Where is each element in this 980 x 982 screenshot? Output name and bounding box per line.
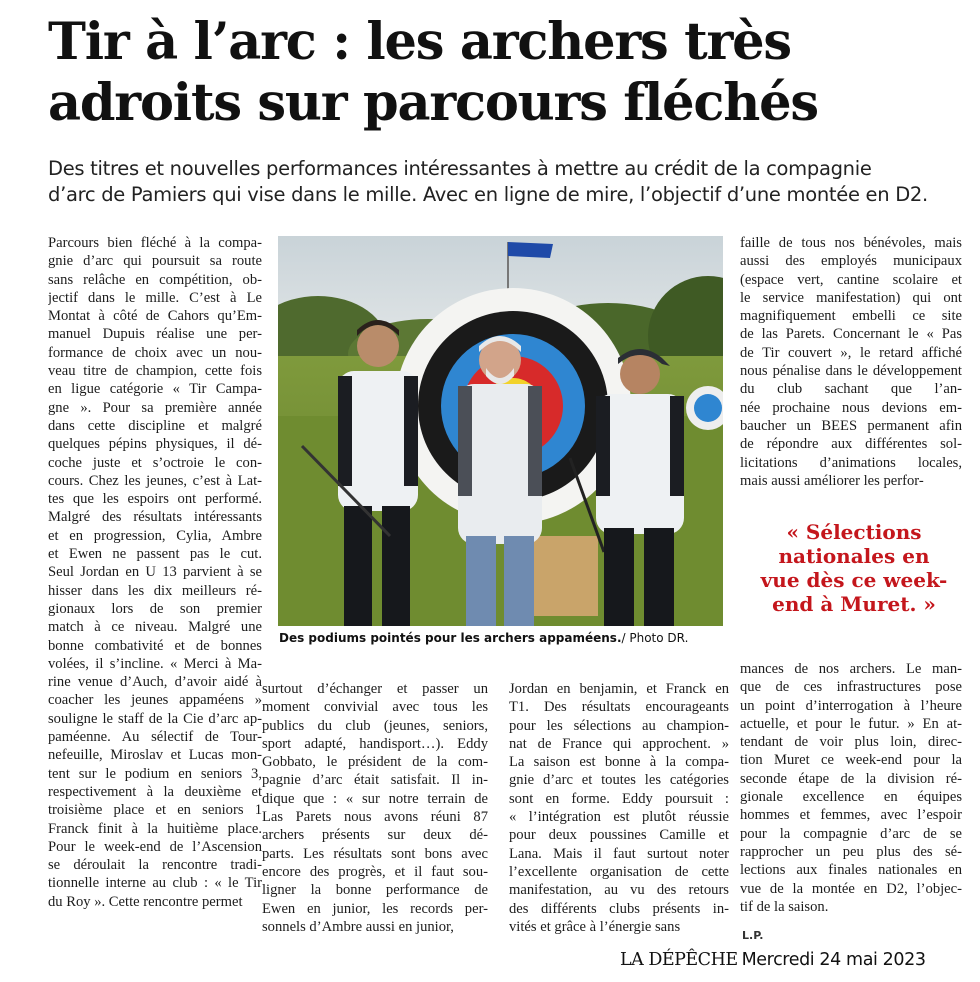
text-line: archers présents sur deux dé-: [262, 827, 488, 844]
text-line: Montat à côté de Cahors qu’Em-: [48, 308, 262, 325]
text-line: actuelle, et pour le futur. » En at-: [740, 715, 962, 732]
text-line: gnie d’arc et toutes les catégories: [509, 772, 729, 789]
headline: [48, 12, 968, 134]
text-line: de répondre aux différentes sol-: [740, 436, 962, 453]
text-line: hommes et femmes, avec l’espoir: [740, 807, 962, 824]
text-line: faille de tous nos bénévoles, mais: [740, 235, 962, 251]
text-line: volées, il s’incline. « Merci à Ma-: [48, 655, 262, 672]
text-line: vités et grâce à l’énergie sans: [509, 918, 681, 935]
text-line: Parcours bien fléché à la compa-: [48, 235, 262, 251]
text-line: jectif dans le mille. C’est à Le: [48, 289, 262, 306]
text-line: mances de nos archers. Le man-: [740, 661, 962, 677]
text-line: gnie d’arc qui poursuit sa route: [48, 253, 262, 270]
text-line: (espace vert, cantine scolaire et: [740, 271, 962, 288]
text-line: aussi des employés municipaux: [740, 253, 962, 270]
text-line: l’excellente organisation de cette: [509, 863, 729, 880]
article-column-4-bottom: [740, 660, 962, 916]
text-line: La saison est bonne à la compa-: [509, 754, 729, 771]
text-line: et Ewen ne passent pas le cut.: [48, 546, 262, 563]
text-line: tif de la saison.: [740, 898, 829, 915]
text-line: Franck finit à la huitième place.: [48, 820, 262, 837]
text-line: manifestation, au vu des retours: [509, 882, 729, 899]
article-photo: [278, 236, 723, 626]
text-line: manuel Dupuis réalise une per-: [48, 326, 262, 343]
newspaper-name: LA DÉPÊCHE: [620, 950, 738, 970]
text-line: née prochaine nous devions em-: [740, 399, 962, 416]
text-line: nous pénalise dans le développement: [740, 363, 962, 380]
pull-quote-line: end à Muret. »: [772, 592, 936, 616]
text-line: dans cette discipline et malgré: [48, 417, 262, 434]
text-line: tent sur le podium en seniors 3,: [48, 765, 262, 782]
text-line: vue de la montée en D2, l’objec-: [740, 880, 962, 897]
text-line: seconde étape de la division ré-: [740, 770, 962, 787]
text-line: sport adapté, handisport…). Eddy: [262, 735, 488, 752]
text-line: pour les sélections au champion-: [509, 717, 729, 734]
article-column-4-top: [740, 234, 962, 490]
text-line: moment convivial avec tous les: [262, 699, 488, 716]
standfirst-line: d’arc de Pamiers qui vise dans le mille. Avec en ligne de mire, l’objectif d’une montée en D2.: [48, 183, 928, 206]
article-column-3: [509, 680, 729, 936]
text-line: respectivement à la deuxième et: [48, 783, 262, 800]
text-line: parts. Les résultats sont bons avec: [262, 845, 488, 862]
text-line: « l’intégration est plutôt réussie: [509, 809, 729, 826]
text-line: Ewen en junior, les records per-: [262, 900, 488, 917]
text-line: rine venue d’Auch, d’avoir aidé à: [48, 674, 262, 691]
headline-line: Tir à l’arc : les archers très: [48, 12, 791, 72]
text-line: dique que : « sur notre terrain de: [262, 790, 488, 807]
text-line: nefeuille, Miroslav et Lucas mon-: [48, 747, 262, 764]
byline: L.P.: [742, 929, 764, 942]
headline-line: adroits sur parcours fléchés: [48, 73, 818, 133]
text-line: Malgré des résultats intéressants: [48, 509, 262, 526]
text-line: paméenne. Au sélectif de Tour-: [48, 729, 262, 746]
text-line: surtout d’échanger et passer un: [262, 681, 488, 697]
text-line: des différents clubs présents in-: [509, 900, 729, 917]
text-line: licitations d’animations locales,: [740, 454, 962, 471]
archers-photo-illustration: [278, 236, 723, 626]
publication-date: Mercredi 24 mai 2023: [741, 950, 926, 970]
text-line: pour deux poussines Camille et: [509, 827, 729, 844]
text-line: formance de choix avec un nou-: [48, 344, 262, 361]
article-column-1: [48, 234, 262, 911]
pull-quote-line: vue dès ce week-: [760, 568, 948, 592]
text-line: ligner la bonne performance de: [262, 882, 488, 899]
text-line: Seul Jordan en U 13 parvient à se: [48, 564, 262, 581]
text-line: de las Parets. Concernant le « Pas: [740, 326, 962, 343]
text-line: veau titre de champion, cette fois: [48, 363, 262, 380]
text-line: souligne le staff de la Cie d’arc ap-: [48, 710, 262, 727]
text-line: du Roy ». Cette rencontre permet: [48, 893, 243, 910]
newspaper-footer: [620, 950, 926, 970]
text-line: Jordan en benjamin, et Franck en: [509, 681, 729, 697]
text-line: en ligue catégorie « Tir Campa-: [48, 381, 262, 398]
text-line: sans relâche en compétition, ob-: [48, 271, 262, 288]
text-line: publics du club (jeunes, seniors,: [262, 717, 488, 734]
pull-quote: [744, 520, 964, 616]
text-line: du club sachant que l’an-: [740, 381, 962, 398]
standfirst-line: Des titres et nouvelles performances intéressantes à mettre au crédit de la compagnie: [48, 157, 872, 180]
text-line: tendant de voir plus loin, direc-: [740, 734, 962, 751]
text-line: encore des progrès, et il faut sou-: [262, 863, 488, 880]
text-line: de Tir couvert », le retard affiché: [740, 344, 962, 361]
caption-text: Des podiums pointés pour les archers appaméens.: [279, 631, 622, 645]
text-line: magnifiquement embelli ce site: [740, 308, 962, 325]
text-line: pagnie d’arc était satisfait. Il in-: [262, 772, 488, 789]
article-column-2: [262, 680, 488, 936]
text-line: quelques pépins physiques, il dé-: [48, 436, 262, 453]
text-line: nat de France qui approchent. »: [509, 735, 729, 752]
pull-quote-line: « Sélections: [786, 520, 922, 544]
text-line: T1. Des résultats encourageants: [509, 699, 729, 716]
text-line: Las Parets nous avons réuni 87: [262, 809, 488, 826]
text-line: gionale excellence en équipes: [740, 789, 962, 806]
text-line: se déroulait la rencontre tradi-: [48, 857, 262, 874]
text-line: Lana. Mais il faut surtout noter: [509, 845, 729, 862]
text-line: Pour le week-end de l’Ascension: [48, 838, 262, 855]
text-line: sonnels d’Ambre aussi en junior,: [262, 918, 454, 935]
photo-caption: [279, 630, 724, 646]
text-line: rapprocher un peu plus des sé-: [740, 843, 962, 860]
text-line: coche juste et s’octroie le con-: [48, 454, 262, 471]
pull-quote-line: nationales en: [778, 544, 930, 568]
text-line: hisser dans les dix meilleurs ré-: [48, 582, 262, 599]
text-line: troisième place et en seniors 1: [48, 802, 262, 819]
text-line: mais aussi améliorer les perfor-: [740, 472, 924, 489]
text-line: et en progression, Cylia, Ambre: [48, 527, 262, 544]
photo-credit: / Photo DR.: [621, 631, 689, 645]
text-line: tes que les espoirs ont performé.: [48, 491, 262, 508]
text-line: tionnelle interne au club : « le Tir: [48, 875, 262, 892]
text-line: gne ». Pour sa première année: [48, 399, 262, 416]
text-line: tion Muret ce week-end pour la: [740, 752, 962, 769]
standfirst: [48, 156, 968, 208]
text-line: cours. Chez les jeunes, c’est à Lat-: [48, 472, 262, 489]
text-line: baucher un BEES permanent afin: [740, 417, 962, 434]
text-line: Gobbato, le président de la com-: [262, 754, 488, 771]
text-line: bonne combativité et de bonnes: [48, 637, 262, 654]
text-line: coacher les jeunes appaméens »: [48, 692, 262, 709]
text-line: match à ce niveau. Malgré une: [48, 619, 262, 636]
text-line: gionaux lors de son premier: [48, 600, 262, 617]
text-line: sont en forme. Eddy poursuit :: [509, 790, 729, 807]
text-line: pour la compagnie d’arc de se: [740, 825, 962, 842]
text-line: le service manifestation) qui ont: [740, 289, 962, 306]
text-line: que de ces infrastructures pose: [740, 679, 962, 696]
text-line: un point d’interrogation à l’heure: [740, 697, 962, 714]
text-line: lections aux finales nationales en: [740, 862, 962, 879]
